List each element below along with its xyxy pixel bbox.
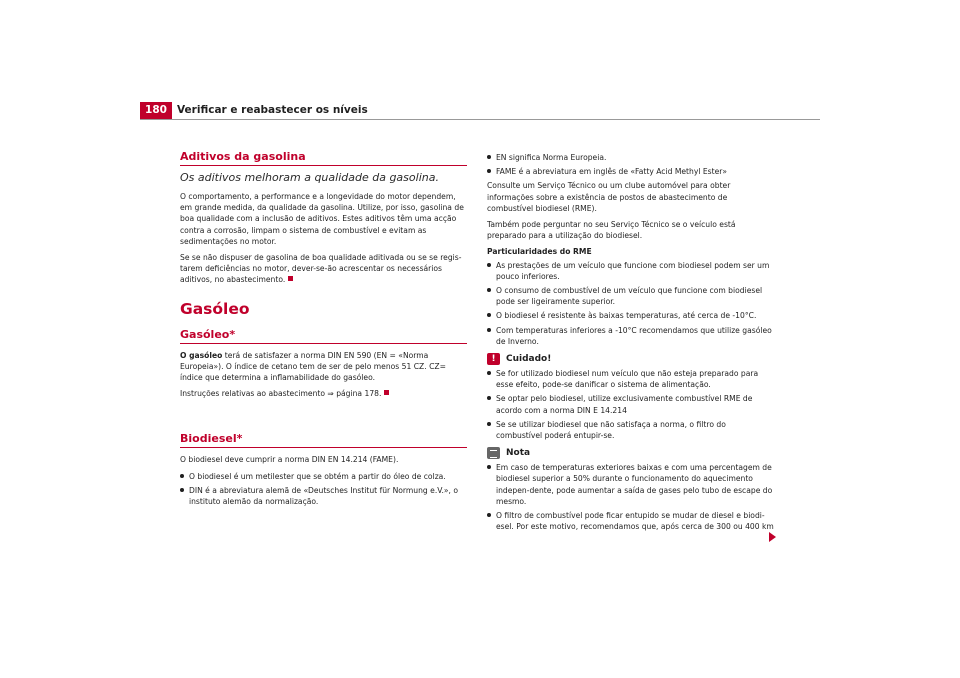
paragraph: Se se não dispuser de gasolina de boa qualidade aditivada ou se se regis-tarem deficiências no motor, dever-se-ão acrescentar os necessários aditivos, no abastecimento. — [180, 253, 462, 285]
page-reference-link[interactable]: Instruções relativas ao abastecimento ⇒ página 178. — [180, 389, 382, 399]
warning-icon: ! — [487, 353, 500, 365]
section-title-biodiesel: Biodiesel* — [180, 432, 467, 448]
section-end-mark — [288, 276, 293, 281]
header-rule — [140, 119, 820, 120]
paragraph — [180, 388, 467, 399]
section-end-mark — [384, 390, 389, 395]
page-header — [140, 102, 820, 119]
list-item: O consumo de combustível de um veículo que funcione com biodiesel pode ser ligeiramente superior. — [487, 285, 774, 307]
warning-title: Cuidado! — [506, 354, 552, 365]
list-item: EN significa Norma Europeia. — [487, 152, 774, 163]
list-item: O biodiesel é um metilester que se obtém a partir do óleo de colza. — [180, 471, 467, 482]
page-number: 180 — [140, 102, 172, 119]
list-item: O biodiesel é resistente às baixas temperaturas, até cerca de -10°C. — [487, 310, 774, 321]
note-title: Nota — [506, 448, 531, 459]
warning-item: Se se utilizar biodiesel que não satisfaça a norma, o filtro do combustível poderá entupir-se. — [487, 419, 774, 441]
note-item: Em caso de temperaturas exteriores baixas e com uma percentagem de biodiesel superior a 50% durante o funcionamento do aquecimento indepen-dente, pode aumentar a saída de gases pelo tubo de escape do mesmo. — [487, 462, 774, 507]
warning-item: Se optar pelo biodiesel, utilize exclusivamente combustível RME de acordo com a norma DIN E 14.214 — [487, 393, 774, 415]
paragraph: Também pode perguntar no seu Serviço Técnico se o veículo está preparado para a utilização do biodiesel. — [487, 220, 736, 241]
chapter-title: Gasóleo — [180, 299, 250, 318]
paragraph: O gasóleo terá de satisfazer a norma DIN EN 590 (EN = «Norma Europeia»). O índice de cetano tem de ser de pelo menos 51 CZ. CZ= índice que determina a inflamabilidade do gasóleo. — [180, 350, 446, 383]
section-title-diesel: Gasóleo* — [180, 328, 467, 344]
running-header-title: Verificar e reabastecer os níveis — [177, 104, 368, 116]
continue-arrow-icon — [769, 532, 776, 542]
list-item: Com temperaturas inferiores a -10°C recomendamos que utilize gasóleo de Inverno. — [487, 325, 774, 347]
list-item: As prestações de um veículo que funcione com biodiesel podem ser um pouco inferiores. — [487, 260, 774, 282]
section-title-gasoline-additives: Aditivos da gasolina — [180, 150, 467, 166]
note-icon — [487, 447, 500, 459]
paragraph: O biodiesel deve cumprir a norma DIN EN 14.214 (FAME). — [180, 455, 399, 465]
list-item: FAME é a abreviatura em inglês de «Fatty Acid Methyl Ester» — [487, 166, 774, 177]
right-column — [487, 152, 774, 535]
list-item: DIN é a abreviatura alemã de «Deutsches Institut für Normung e.V.», o instituto alemão da normalização. — [180, 485, 467, 507]
paragraph: Consulte um Serviço Técnico ou um clube automóvel para obter informações sobre a existência de postos de abastecimento de combustível biodiesel (RME). — [487, 181, 731, 213]
section-lead: Os aditivos melhoram a qualidade da gasolina. — [180, 171, 439, 184]
warning-heading — [487, 353, 774, 365]
note-item: O filtro de combustível pode ficar entupido se mudar de diesel e biodi-esel. Por este motivo, recomendamos que, após cerca de 300 ou 400 km — [487, 510, 774, 532]
warning-item: Se for utilizado biodiesel num veículo que não esteja preparado para esse efeito, pode-se danificar o sistema de alimentação. — [487, 368, 774, 390]
subheading: Particularidades do RME — [487, 247, 592, 257]
paragraph: O comportamento, a performance e a longevidade do motor dependem, em grande medida, da qualidade da gasolina. Utilize, por isso, gasolina de boa qualidade com a inclusão de aditivos. Estes aditivos têm uma acção contra a corrosão, limpam o sistema de combustível e evitam as sedimentações no motor. — [180, 192, 464, 246]
left-column — [180, 150, 467, 510]
note-heading — [487, 447, 774, 459]
